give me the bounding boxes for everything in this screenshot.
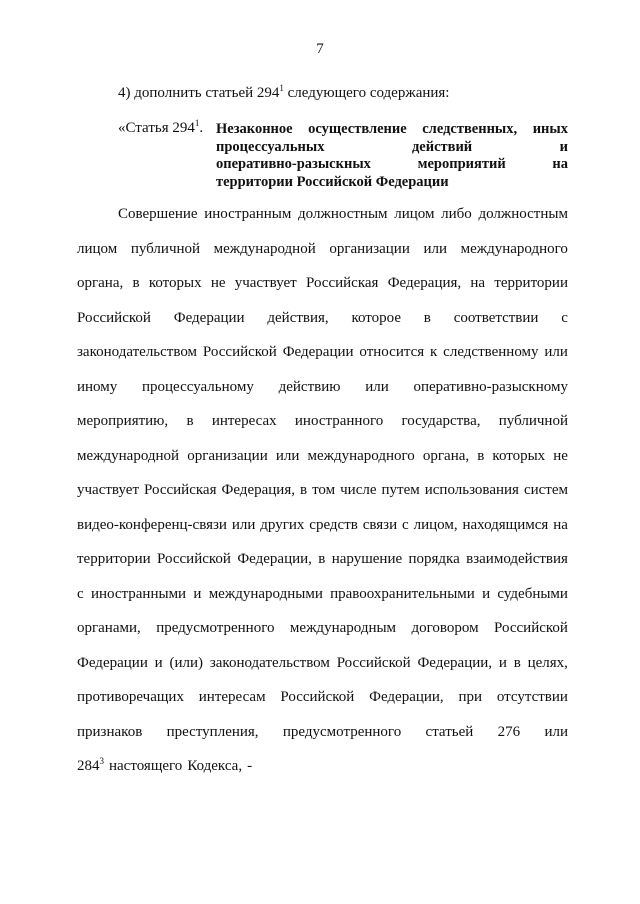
title-word: следственных, — [422, 121, 518, 137]
article-reference: $284^3$ — [77, 756, 104, 774]
body-word: нарушение — [331, 551, 403, 567]
page-number: 7 — [316, 41, 324, 57]
body-word: интересах — [211, 413, 277, 429]
body-word: либо — [441, 206, 472, 222]
body-word: лицом, — [413, 516, 458, 533]
body-word: международного — [460, 240, 568, 257]
title-word: оперативно-разыскных — [216, 156, 371, 172]
body-word: предусмотренного — [156, 620, 275, 636]
body-word: органа, — [77, 275, 124, 291]
body-word: Федерации, — [237, 551, 312, 567]
body-word: (или) — [169, 654, 204, 671]
intro-text: 4) дополнить статьей 294 — [118, 85, 280, 101]
body-word: в — [299, 482, 308, 498]
body-word: органами, — [77, 620, 141, 636]
body-word: Федерации, — [417, 654, 493, 671]
body-line — [77, 447, 568, 465]
body-word: публичной — [498, 413, 568, 429]
body-word: иностранными — [90, 585, 187, 602]
article-label-text: «Статья 294 — [118, 120, 195, 136]
body-word: международной — [77, 447, 180, 464]
title-word: иных — [532, 121, 568, 137]
body-line — [77, 550, 568, 568]
body-line — [77, 343, 568, 361]
body-line — [77, 274, 568, 292]
body-word: или — [275, 447, 300, 464]
body-word: Федерации, — [369, 689, 444, 705]
intro-superscript: 1 — [279, 83, 284, 93]
article-title-line — [216, 174, 568, 192]
body-word: должностным — [478, 206, 568, 222]
body-word: органа, — [422, 447, 470, 464]
body-line — [118, 205, 568, 223]
body-word: статьей — [425, 723, 474, 740]
body-word: участвует — [234, 275, 297, 291]
title-word: Незаконное — [216, 121, 293, 137]
body-word: международными — [208, 585, 323, 602]
body-word: иностранным — [204, 206, 292, 222]
title-word: действий — [411, 138, 473, 155]
article-title-line — [216, 121, 568, 139]
body-word: Кодекса, — [187, 758, 243, 774]
body-line — [77, 619, 568, 637]
body-line — [77, 240, 568, 258]
body-word: лицом — [394, 206, 435, 222]
body-word: правоохранительными — [330, 585, 475, 602]
body-word: видео-конференц-связи — [77, 516, 227, 533]
body-word: с — [561, 309, 568, 326]
body-word: или — [231, 516, 256, 533]
body-word: государства, — [401, 413, 481, 429]
body-word: Российской — [157, 551, 231, 567]
body-line — [77, 516, 568, 534]
body-word: не — [210, 275, 226, 291]
article-label-dot: . — [199, 120, 204, 136]
body-word: других — [260, 516, 305, 533]
body-word: в — [186, 413, 194, 429]
article-label-superscript: 1 — [194, 118, 200, 128]
body-word: участвует — [77, 482, 139, 498]
body-line — [77, 378, 568, 396]
body-line — [77, 654, 568, 672]
body-word: в — [513, 654, 521, 671]
article-title — [216, 121, 568, 191]
body-word: и — [482, 585, 491, 602]
body-word: находящимся — [462, 516, 549, 533]
body-word: числе — [340, 482, 377, 498]
body-word: должностным — [298, 206, 388, 222]
body-word: том — [312, 482, 336, 498]
body-word: оперативно-разыскному — [413, 378, 568, 395]
body-line — [77, 481, 568, 499]
body-word: связи — [362, 516, 398, 533]
body-word: целях, — [527, 654, 568, 671]
body-word: организации — [329, 240, 410, 257]
body-word: предусмотренного — [282, 723, 402, 740]
body-line — [77, 688, 568, 706]
body-word: Российской — [494, 620, 568, 636]
body-word: взаимодействия — [466, 551, 568, 567]
body-word: международным — [289, 620, 397, 636]
body-word: иному — [77, 378, 118, 395]
body-line — [77, 585, 568, 603]
body-line-last — [77, 757, 568, 775]
body-word: территории — [494, 275, 568, 291]
body-word: которых — [492, 447, 546, 464]
body-word: использования — [424, 482, 519, 498]
body-word: Российской — [336, 654, 411, 671]
body-word: Российской — [280, 689, 355, 705]
body-word: - — [247, 758, 253, 774]
body-word: Российская — [305, 275, 379, 291]
body-word: законодательством — [209, 654, 330, 671]
body-word: международной — [213, 240, 316, 257]
body-word: Федерации — [282, 344, 354, 360]
body-word: договором — [411, 620, 479, 636]
article-reference-superscript: 3 — [99, 756, 104, 766]
body-word: Российской — [202, 344, 277, 360]
body-word: признаков — [77, 723, 143, 740]
body-word: противоречащих — [77, 689, 184, 705]
body-word: при — [458, 689, 483, 705]
body-word: относится — [359, 344, 425, 360]
body-word: преступления, — [166, 723, 259, 740]
body-word: на — [553, 516, 568, 533]
body-word: лицом — [77, 240, 118, 257]
body-word: Федерация, — [387, 275, 462, 291]
body-line — [77, 412, 568, 430]
title-word: и — [559, 138, 568, 155]
body-word: законодательством — [77, 344, 198, 360]
body-word: Российской — [77, 309, 151, 326]
body-word: порядка — [408, 551, 460, 567]
body-word: 276 — [497, 723, 521, 740]
intro-text-end: следующего содержания: — [283, 85, 450, 101]
body-word: следственному — [443, 344, 539, 360]
body-word: систем — [523, 482, 568, 498]
body-word: Совершение — [118, 206, 198, 222]
body-word: или — [544, 723, 568, 740]
article-title-line — [216, 139, 568, 157]
body-word: не — [553, 447, 568, 464]
body-word: соответствии — [453, 309, 539, 326]
title-word: осуществление — [308, 121, 407, 137]
body-word: Федерация, — [221, 482, 295, 498]
title-word: процессуальных — [216, 138, 325, 155]
body-word: средств — [309, 516, 358, 533]
body-word: на — [470, 275, 486, 291]
body-word: к — [430, 344, 438, 360]
title-word: территории Российской Федерации — [216, 173, 449, 190]
body-word: процессуальному — [142, 378, 254, 395]
body-word: и — [498, 654, 507, 671]
body-line — [77, 723, 568, 741]
body-word: иностранного — [294, 413, 384, 429]
body-word: в — [477, 447, 485, 464]
intro-paragraph — [118, 85, 449, 102]
body-word: в — [423, 309, 431, 326]
body-word: отсутствии — [496, 689, 568, 705]
body-word: международного — [307, 447, 415, 464]
body-word: судебными — [497, 585, 568, 602]
body-word: в — [132, 275, 140, 291]
body-word: Федерации — [77, 654, 148, 671]
body-word: действия, — [267, 309, 329, 326]
title-word: на — [552, 156, 568, 172]
body-line — [77, 309, 568, 327]
body-word: настоящего — [109, 758, 183, 774]
body-word: которое — [351, 309, 401, 326]
body-word: Федерации — [173, 309, 245, 326]
body-word: путем — [381, 482, 420, 498]
body-word: Российская — [144, 482, 217, 498]
article-label — [118, 120, 203, 137]
body-word: в — [318, 551, 326, 567]
body-word: с — [77, 585, 84, 602]
article-title-line — [216, 156, 568, 174]
body-word: действию — [278, 378, 341, 395]
body-word: территории — [77, 551, 151, 567]
body-word: и — [154, 654, 163, 671]
body-word: или — [423, 240, 447, 257]
body-word: которых — [148, 275, 202, 291]
body-word: организации — [187, 447, 268, 464]
body-word: интересам — [198, 689, 266, 705]
body-word: или — [365, 378, 389, 395]
title-word: мероприятий — [417, 156, 506, 172]
body-word: или — [544, 344, 568, 360]
body-word: с — [402, 516, 409, 533]
body-word: мероприятию, — [77, 413, 169, 429]
body-word: и — [193, 585, 202, 602]
body-word: публичной — [130, 240, 201, 257]
